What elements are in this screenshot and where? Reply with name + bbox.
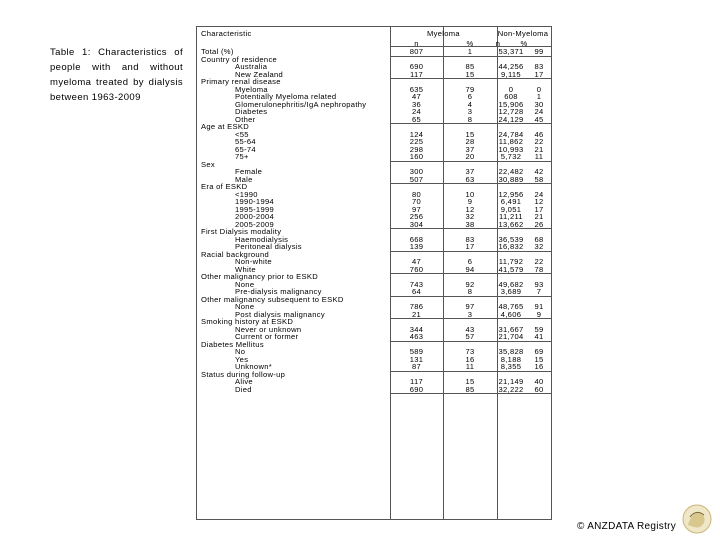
cell-mn: 47: [411, 92, 422, 101]
cell-np: 69: [534, 347, 544, 356]
cell-np: 9: [536, 309, 542, 319]
cell-np: 99: [534, 47, 544, 56]
cell-mn: 298: [409, 144, 424, 154]
cell-mn: 124: [409, 129, 424, 139]
cell-mn: 589: [409, 347, 424, 356]
registry-footer: © ANZDATA Registry: [577, 521, 677, 532]
header-nonmyeloma-pct: %: [520, 39, 528, 48]
cell-mn: 807: [409, 47, 424, 56]
cell-mp: 6: [467, 257, 473, 266]
cell-nn: 12,728: [498, 107, 524, 116]
row-label: Other: [235, 114, 256, 124]
row-label: 75+: [235, 152, 249, 161]
cell-mn: 690: [409, 62, 424, 71]
cell-mp: 17: [465, 242, 475, 251]
cell-nn: 5,732: [500, 152, 522, 161]
cell-np: 68: [534, 234, 544, 244]
cell-nn: 22,482: [498, 167, 524, 176]
group-separator: [390, 318, 551, 319]
cell-mp: 20: [465, 152, 475, 161]
cell-np: 0: [536, 84, 542, 94]
anzdata-logo-icon: [678, 503, 716, 539]
cell-nn: 49,682: [498, 279, 524, 289]
header-myeloma-n: n: [414, 39, 419, 48]
cell-mn: 87: [411, 362, 422, 371]
cell-mp: 73: [465, 347, 475, 356]
cell-np: 26: [534, 219, 544, 229]
cell-nn: 24,784: [498, 129, 524, 139]
row-label: Country of residence: [201, 54, 278, 64]
header-myeloma: Myeloma: [427, 29, 460, 38]
row-label: Glomerulonephritis/IgA nephropathy: [235, 99, 367, 109]
row-label: Unknown*: [235, 362, 273, 371]
row-label: Racial background: [201, 249, 269, 259]
header-nonmyeloma-n: n: [495, 39, 501, 48]
cell-mp: 11: [465, 362, 475, 371]
cell-nn: 10,993: [498, 144, 524, 154]
cell-mp: 3: [467, 309, 473, 319]
group-separator: [390, 341, 551, 342]
cell-np: 16: [534, 362, 544, 371]
cell-mp: 6: [467, 92, 473, 101]
cell-nn: 8,188: [500, 354, 522, 364]
row-label: Haemodialysis: [235, 234, 289, 244]
group-separator: [390, 273, 551, 274]
cell-mp: 43: [465, 324, 475, 334]
cell-mp: 38: [465, 219, 475, 229]
cell-mn: 690: [409, 384, 424, 394]
row-label: Era of ESKD: [201, 182, 248, 191]
cell-mp: 15: [465, 129, 475, 139]
group-separator: [390, 251, 551, 252]
row-label: 2005-2009: [235, 219, 275, 229]
cell-nn: 36,539: [498, 234, 524, 244]
cell-np: 78: [534, 264, 544, 274]
row-label: Non-white: [235, 257, 272, 266]
cell-nn: 0: [508, 84, 514, 94]
cell-nn: 24,129: [498, 114, 524, 124]
row-label: <55: [235, 129, 249, 139]
row-label: Sex: [201, 159, 215, 169]
cell-nn: 48,765: [498, 302, 524, 311]
cell-mp: 57: [465, 332, 475, 341]
row-label: First Dialysis modality: [201, 227, 282, 236]
cell-np: 11: [534, 152, 544, 161]
header-myeloma-pct: %: [466, 39, 474, 48]
cell-np: 93: [534, 279, 544, 289]
cell-mn: 117: [409, 377, 423, 386]
cell-np: 58: [534, 174, 544, 184]
cell-mp: 15: [465, 377, 475, 386]
row-label: <1990: [235, 189, 258, 199]
cell-mn: 743: [409, 279, 424, 289]
row-label: 1995-1999: [235, 204, 275, 214]
group-separator: [390, 183, 551, 184]
row-label: 1990-1994: [235, 197, 275, 206]
cell-np: 1: [536, 92, 542, 101]
cell-mp: 79: [465, 84, 475, 94]
group-separator: [390, 78, 551, 79]
cell-mn: 70: [411, 197, 422, 206]
group-separator: [390, 296, 551, 297]
row-label: None: [235, 279, 255, 289]
cell-nn: 32,222: [498, 384, 524, 394]
cell-nn: 53,371: [498, 47, 524, 56]
row-label: Australia: [235, 62, 268, 71]
cell-np: 59: [534, 324, 544, 334]
table-caption: Table 1: Characteristics of people with and without myeloma treated by dialysis between 1963-2009: [50, 47, 183, 103]
cell-mp: 4: [467, 99, 473, 109]
cell-nn: 12,956: [498, 189, 524, 199]
row-label: Myeloma: [235, 84, 268, 94]
cell-mn: 344: [409, 324, 424, 334]
cell-mn: 635: [409, 84, 424, 94]
row-label: Primary renal disease: [201, 77, 281, 86]
cell-nn: 9,115: [501, 69, 521, 79]
row-label: Other malignancy prior to ESKD: [201, 272, 319, 281]
row-label: Total (%): [201, 47, 234, 56]
cell-nn: 16,832: [498, 242, 524, 251]
cell-np: 42: [534, 167, 544, 176]
cell-nn: 11,862: [498, 137, 524, 146]
cell-mp: 3: [467, 107, 473, 116]
row-label: Other malignancy subsequent to ESKD: [201, 294, 344, 304]
row-label: Diabetes Mellitus: [201, 339, 264, 349]
cell-nn: 608: [504, 92, 518, 101]
row-label: None: [235, 302, 255, 311]
cell-nn: 41,579: [498, 264, 524, 274]
cell-np: 83: [534, 62, 544, 71]
cell-mp: 15: [465, 69, 475, 79]
cell-mn: 300: [409, 167, 424, 176]
cell-nn: 6,491: [500, 197, 522, 206]
cell-mn: 668: [409, 234, 424, 244]
cell-np: 30: [534, 99, 544, 109]
cell-np: 45: [534, 114, 544, 124]
cell-nn: 4,606: [500, 309, 522, 319]
cell-np: 7: [536, 287, 542, 296]
cell-mn: 117: [409, 69, 423, 79]
row-label: 65-74: [235, 144, 256, 154]
cell-mp: 16: [465, 354, 475, 364]
cell-mp: 85: [465, 384, 475, 394]
cell-nn: 31,667: [498, 324, 524, 334]
row-label: Never or unknown: [235, 324, 302, 334]
cell-mp: 37: [465, 144, 475, 154]
cell-mp: 12: [465, 204, 475, 214]
cell-mn: 47: [411, 257, 422, 266]
cell-np: 15: [534, 354, 544, 364]
cell-np: 60: [534, 384, 544, 394]
cell-mp: 37: [465, 167, 475, 176]
group-separator: [390, 393, 551, 394]
cell-mp: 63: [465, 174, 475, 184]
row-label: 55-64: [235, 137, 256, 146]
row-label: White: [235, 264, 256, 274]
cell-nn: 30,889: [498, 174, 524, 184]
cell-nn: 8,355: [500, 362, 522, 371]
cell-mn: 304: [409, 219, 424, 229]
cell-mn: 160: [409, 152, 424, 161]
cell-np: 91: [534, 302, 544, 311]
row-label: Diabetes: [235, 107, 268, 116]
row-label: Current or former: [235, 332, 299, 341]
cell-mn: 36: [411, 99, 422, 109]
cell-mn: 760: [409, 264, 424, 274]
row-label: Post dialysis malignancy: [235, 309, 325, 319]
row-label: Female: [235, 167, 263, 176]
cell-nn: 9,051: [500, 204, 522, 214]
cell-np: 41: [534, 332, 544, 341]
cell-mp: 28: [465, 137, 475, 146]
cell-mp: 85: [465, 62, 475, 71]
cell-mn: 21: [411, 309, 422, 319]
cell-np: 21: [534, 212, 544, 221]
cell-np: 24: [534, 189, 544, 199]
row-label: Potentially Myeloma related: [235, 92, 337, 101]
cell-mp: 94: [465, 264, 475, 274]
group-separator: [390, 228, 551, 229]
row-label: No: [235, 347, 246, 356]
row-label: Male: [235, 174, 253, 184]
cell-np: 46: [534, 129, 544, 139]
cell-nn: 21,149: [498, 377, 524, 386]
cell-mp: 8: [467, 114, 473, 124]
row-label: Died: [235, 384, 252, 394]
cell-mp: 32: [465, 212, 475, 221]
header-non-myeloma: Non-Myeloma: [497, 29, 549, 38]
cell-np: 12: [534, 197, 544, 206]
cell-mp: 83: [465, 234, 475, 244]
cell-mn: 24: [411, 107, 422, 116]
cell-nn: 44,256: [498, 62, 524, 71]
cell-np: 21: [534, 144, 544, 154]
cell-mp: 10: [465, 189, 475, 199]
cell-mn: 131: [409, 354, 424, 364]
cell-nn: 11,211: [499, 212, 523, 221]
header-characteristic: Characteristic: [201, 29, 252, 38]
cell-np: 40: [534, 377, 544, 386]
group-separator: [390, 371, 551, 372]
row-label: Alive: [235, 377, 253, 386]
cell-mp: 9: [467, 197, 473, 206]
cell-mp: 97: [465, 302, 475, 311]
cell-mn: 64: [411, 287, 422, 296]
cell-mn: 256: [409, 212, 424, 221]
cell-mn: 80: [411, 189, 422, 199]
cell-mn: 786: [409, 302, 424, 311]
row-label: 2000-2004: [235, 212, 275, 221]
group-separator: [390, 123, 551, 124]
cell-mn: 139: [409, 242, 424, 251]
row-label: Smoking history at ESKD: [201, 317, 294, 326]
row-label: Peritoneal dialysis: [235, 242, 302, 251]
cell-nn: 21,704: [498, 332, 524, 341]
cell-mn: 65: [411, 114, 422, 124]
cell-np: 24: [534, 107, 544, 116]
row-label: Pre-dialysis malignancy: [235, 287, 322, 296]
cell-mp: 8: [467, 287, 473, 296]
cell-np: 17: [534, 204, 544, 214]
row-label: Age at ESKD: [201, 122, 250, 131]
row-label: Yes: [235, 354, 249, 364]
cell-mn: 97: [411, 204, 422, 214]
cell-mn: 225: [409, 137, 424, 146]
characteristics-table: [196, 26, 552, 520]
row-label: New Zealand: [235, 69, 284, 79]
header-separator: [390, 46, 551, 47]
row-label: Status during follow-up: [201, 369, 286, 379]
cell-np: 32: [534, 242, 544, 251]
cell-nn: 3,689: [500, 287, 522, 296]
cell-mn: 463: [409, 332, 424, 341]
cell-mp: 1: [467, 47, 473, 56]
cell-mp: 92: [465, 279, 475, 289]
cell-nn: 35,828: [498, 347, 524, 356]
group-separator: [390, 56, 551, 57]
cell-nn: 15,906: [498, 99, 524, 109]
cell-nn: 13,662: [498, 219, 524, 229]
cell-np: 17: [534, 69, 544, 79]
cell-mn: 507: [409, 174, 424, 184]
cell-np: 22: [534, 257, 544, 266]
group-separator: [390, 161, 551, 162]
cell-np: 22: [534, 137, 544, 146]
cell-nn: 11,792: [498, 257, 524, 266]
